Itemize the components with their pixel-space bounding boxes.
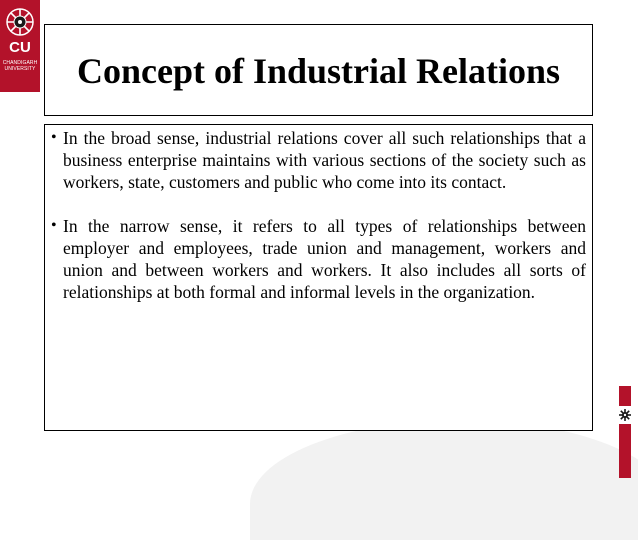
university-emblem-icon [4,6,36,38]
logo-abbreviation: CU [9,39,31,56]
logo-name-line-1: CHANDIGARH [2,60,38,66]
slide-title: Concept of Industrial Relations [76,51,561,91]
university-logo [0,0,40,92]
bullet-item [51,215,586,303]
bullet-mark: • [51,217,57,234]
edge-accent-bottom [619,424,631,478]
bullet-text: In the narrow sense, it refers to all types of relationships between employer and employees, trade union and management, workers and union and between workers and workers. It also includes all sorts of relationships at both formal and informal levels in the organization. [63,216,586,302]
footer-swoosh [250,420,638,540]
gear-icon [618,408,632,422]
title-box [44,24,593,116]
edge-accent-top [619,386,631,406]
bullet-mark: • [51,129,57,146]
bullet-item [51,127,586,193]
bullet-text: In the broad sense, industrial relations cover all such relationships that a business enterprise maintains with various sections of the society such as workers, state, customers and public who come into its contact. [63,128,586,192]
logo-name-line-2: UNIVERSITY [4,66,36,72]
logo-university-name [0,60,40,72]
content-box [44,124,593,431]
